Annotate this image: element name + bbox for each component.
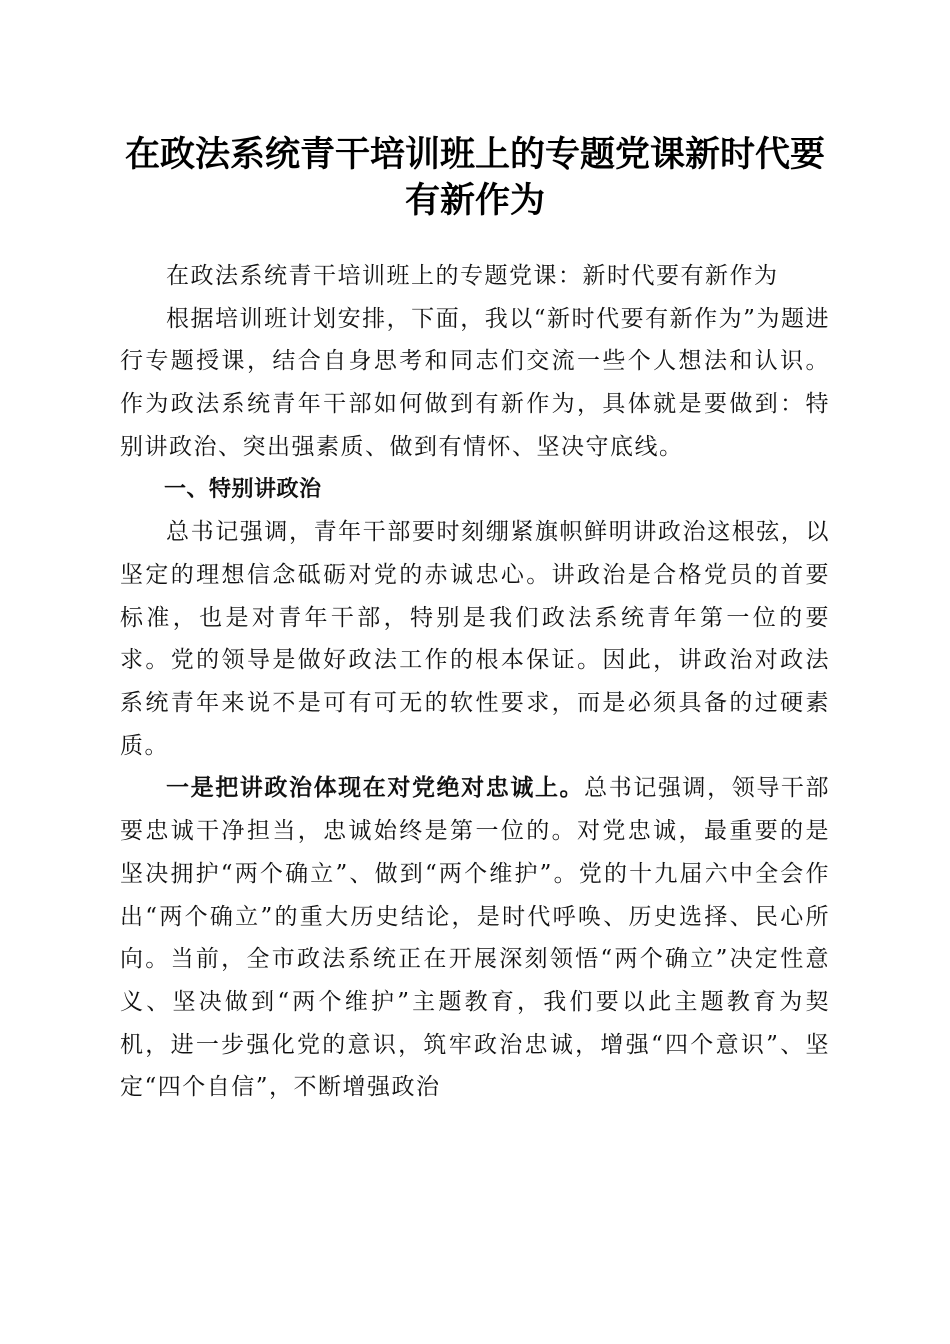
document-title: [100, 132, 850, 224]
intro-paragraph: 根据培训班计划安排，下面，我以“新时代要有新作为”为题进行专题授课，结合自身思考和同志们交流一些个人想法和认识。作为政法系统青年干部如何做到有新作为，具体就是要做到：特别讲政治、突出强素质、做到有情怀、坚决守底线。: [120, 305, 830, 460]
document-title-line-2: 有新作为: [404, 180, 545, 221]
point-1-text: 总书记强调，领导干部要忠诚干净担当，忠诚始终是第一位的。对党忠诚，最重要的是坚决拥护“两个确立”、做到“两个维护”。党的十九届六中全会作出“两个确立”的重大历史结论，是时代呼唤、历史选择、民心所向。当前，全市政法系统正在开展深刻领悟“两个确立”决定性意义、坚决做到“两个维护”主题教育，我们要以此主题教育为契机，进一步强化党的意识，筑牢政治忠诚，增强“四个意识”、坚定“四个自信”，不断增强政治: [120, 775, 831, 1101]
point-1-paragraph: [120, 767, 830, 1109]
point-1-lead: 一是把讲政治体现在对党绝对忠诚上。: [166, 774, 585, 802]
subtitle-paragraph: 在政法系统青干培训班上的专题党课：新时代要有新作为: [166, 263, 779, 289]
document-body: [120, 255, 830, 1109]
document-title-line-1: 在政法系统青干培训班上的专题党课新时代要: [124, 134, 825, 175]
section-heading-1: 一、特别讲政治: [164, 476, 322, 502]
section-1-paragraph: 总书记强调，青年干部要时刻绷紧旗帜鲜明讲政治这根弦，以坚定的理想信念砥砺对党的赤诚忠心。讲政治是合格党员的首要标准，也是对青年干部，特别是我们政法系统青年第一位的要求。党的领导是做好政法工作的根本保证。因此，讲政治对政法系统青年来说不是可有可无的软性要求，而是必须具备的过硬素质。: [120, 519, 830, 759]
